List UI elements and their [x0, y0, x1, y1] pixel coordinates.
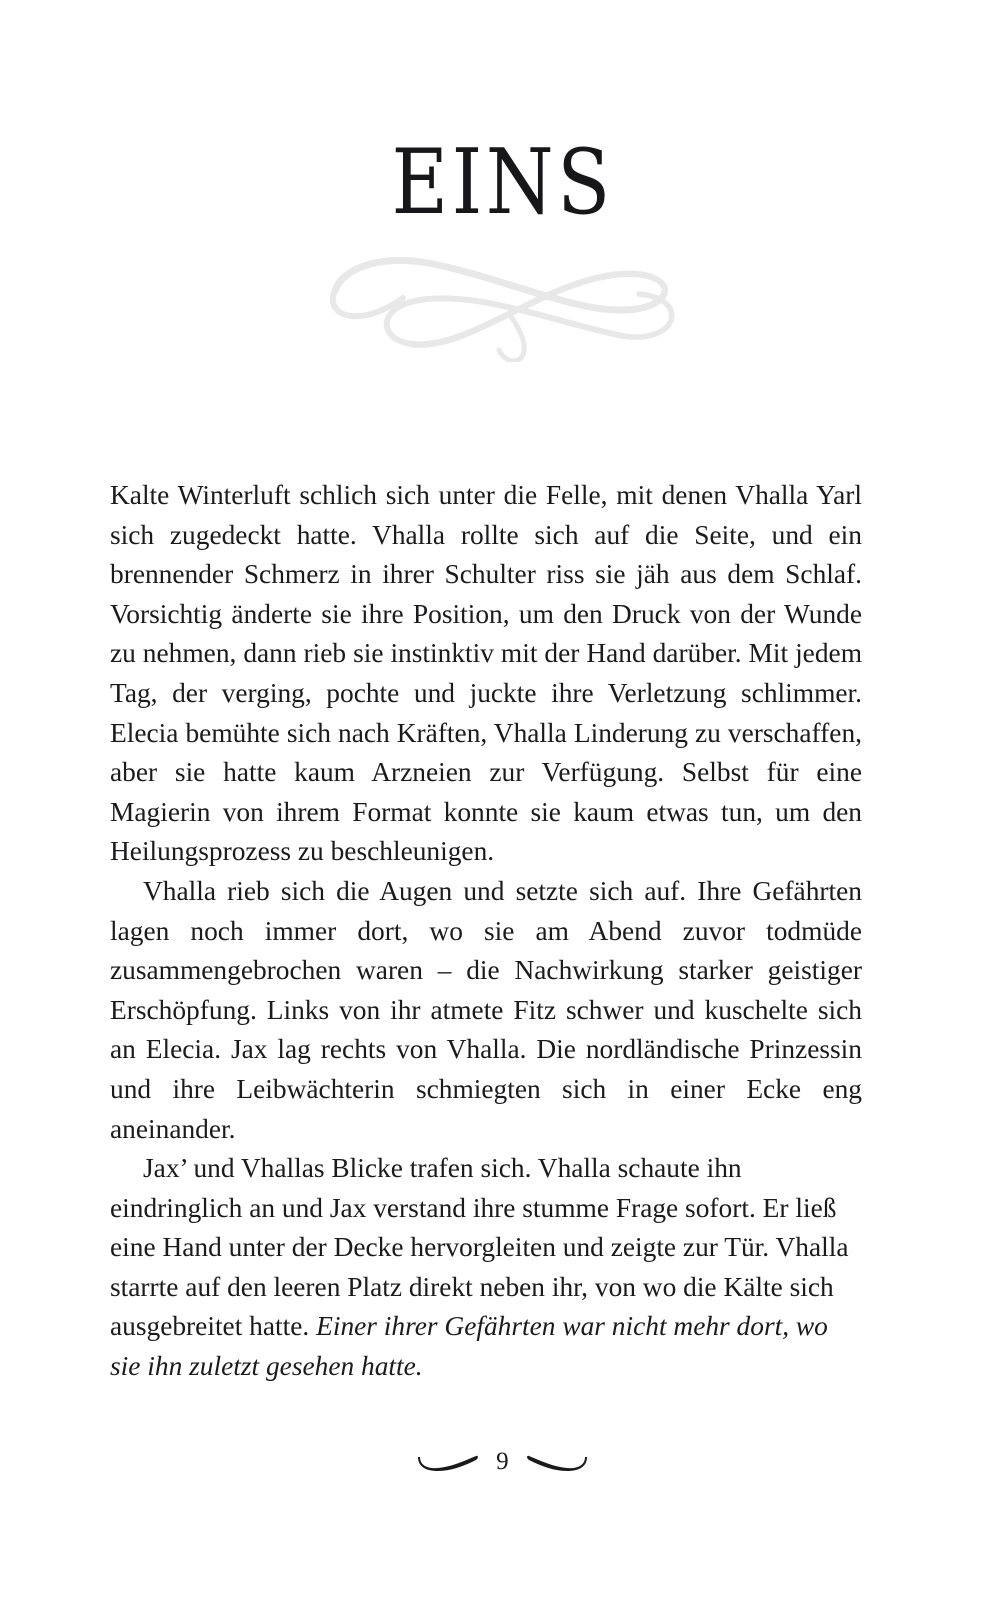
paragraph [110, 476, 862, 872]
paragraph-run: Vhalla rieb sich die Augen und setzte sich auf. Ihre Gefährten lagen noch immer dort, wo sie am Abend zuvor todmüde zusammengebrochen waren – die Nachwirkung starker geistiger Erschöpfung. Links von ihr atmete Fitz schwer und kuschelte sich an Elecia. Jax lag rechts von Vhalla. Die nordländische Prinzessin und ihre Leibwächterin schmiegten sich in einer Ecke eng aneinander. [110, 875, 862, 1144]
paragraph-run-italic: Einer ihrer Gefährten war nicht mehr dort, wo sie ihn zuletzt gesehen hatte. [110, 1311, 828, 1382]
chapter-ornament [0, 244, 1005, 362]
page-number: 9 [496, 1447, 509, 1475]
paragraph-run: Jax’ und Vhallas Blicke trafen sich. Vhalla schaute ihn eindringlich an und Jax verstand ihre stumme Frage sofort. Er ließ eine Hand unter der Decke hervorgleiten und zeigte zur Tür. Vhalla starrte auf den leeren Platz direkt neben ihr, von wo die Kälte sich ausgebreitet hatte. [110, 1153, 849, 1342]
chapter-title: EINS [391, 130, 614, 235]
body-text [110, 476, 862, 1387]
paragraph [110, 872, 862, 1149]
paragraph-run: Kalte Winterluft schlich sich unter die Felle, mit denen Vhalla Yarl sich zugedeckt hatte. Vhalla rollte sich auf die Seite, und ein brennender Schmerz in ihrer Schulter riss sie jäh aus dem Schlaf. Vorsichtig änderte sie ihre Position, um den Druck von der Wunde zu nehmen, dann rieb sie instinktiv mit der Hand darüber. Mit jedem Tag, der verging, pochte und juckte ihre Verletzung schlimmer. Elecia bemühte sich nach Kräften, Vhalla Linderung zu verschaffen, aber sie hatte kaum Arzneien zur Verfügung. Selbst für eine Magierin von ihrem Format konnte sie kaum etwas tun, um den Heilungsprozess zu beschleunigen. [110, 480, 862, 867]
swash-ornament-right-icon [525, 1448, 587, 1474]
page-footer [0, 1448, 1005, 1474]
chapter-heading [0, 130, 1005, 235]
swash-ornament-left-icon [418, 1448, 480, 1474]
paragraph [110, 1149, 862, 1387]
calligraphic-flourish-icon [323, 244, 683, 362]
